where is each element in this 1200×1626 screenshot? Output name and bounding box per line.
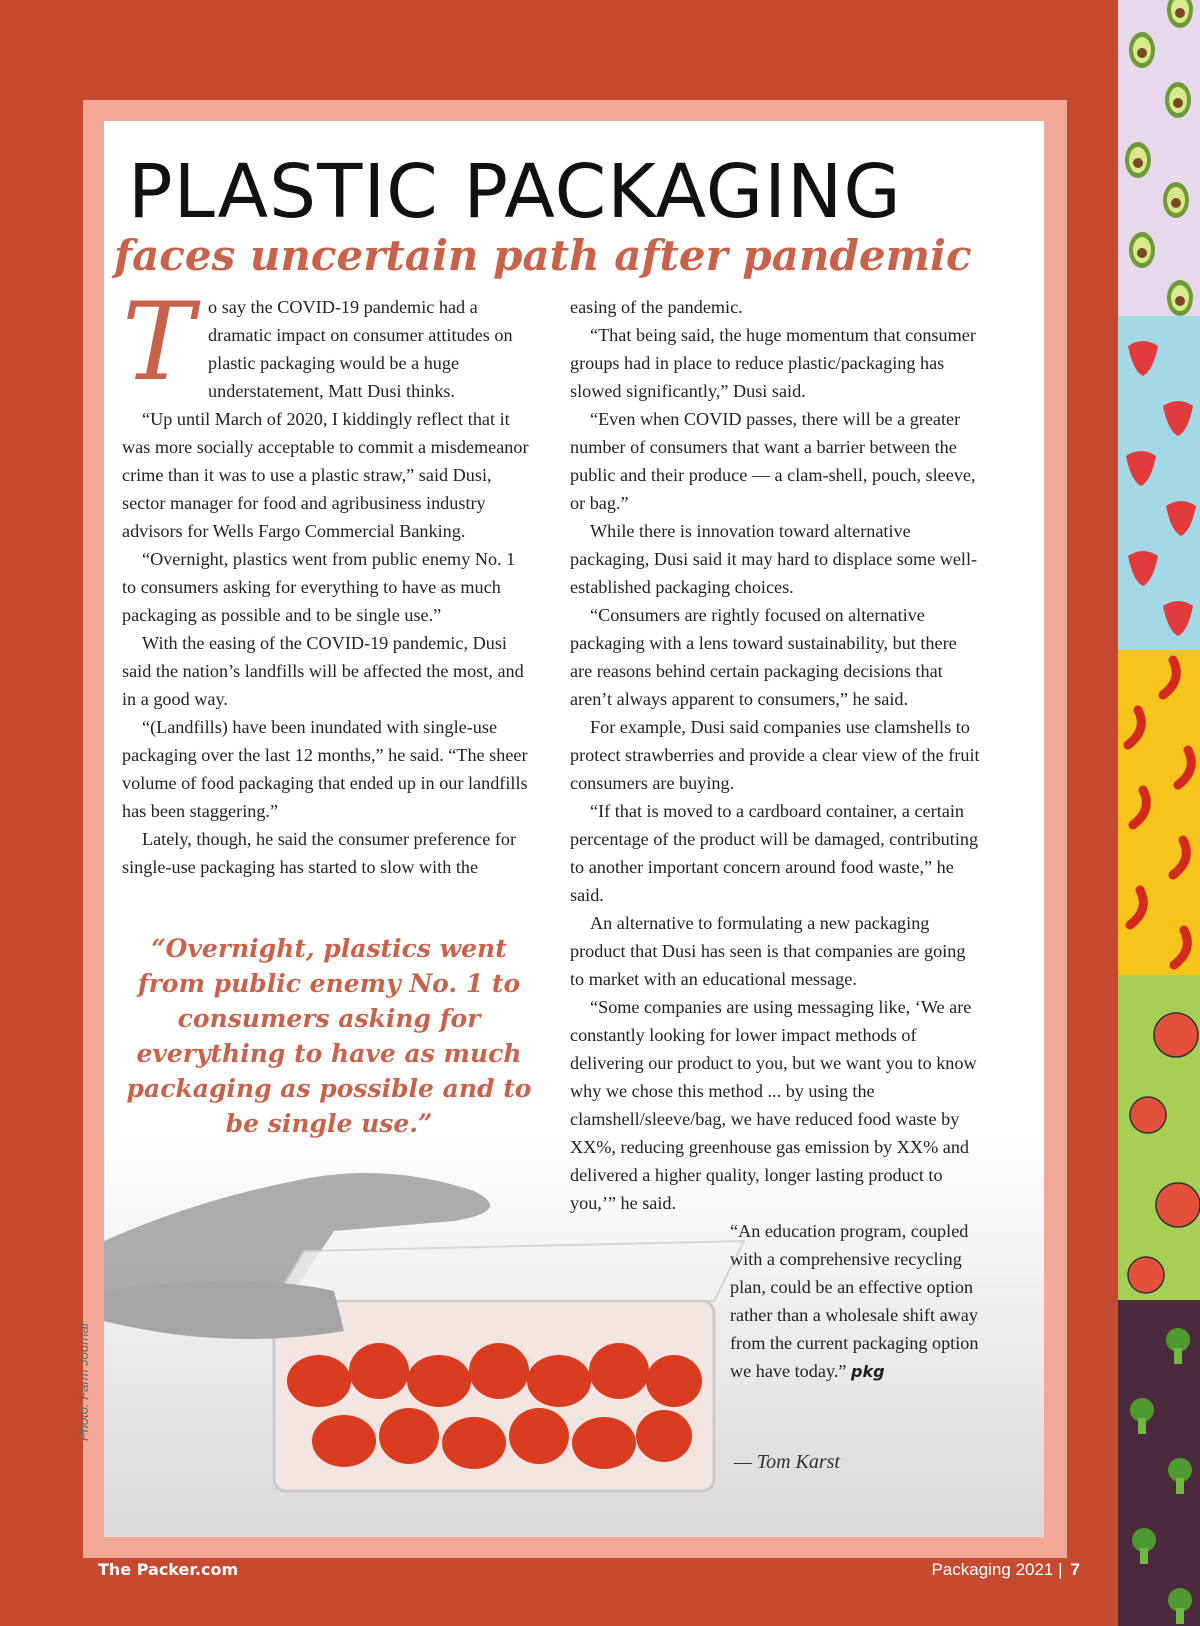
footer-brand: The Packer.com bbox=[98, 1560, 239, 1579]
paragraph bbox=[730, 1217, 980, 1386]
paragraph: Lately, though, he said the consumer preference for single-use packaging has started to slow with the bbox=[122, 829, 517, 877]
tomato-icon bbox=[1118, 975, 1200, 1300]
paragraph: “Overnight, plastics went from public enemy No. 1 to consumers asking for everything to have as much packaging as possible and to be single use.” bbox=[122, 549, 516, 625]
page-subtitle: faces uncertain path after pandemic bbox=[114, 231, 972, 280]
article-column-1 bbox=[122, 280, 532, 881]
paragraph: “Even when COVID passes, there will be a greater number of consumers that want a barrier between the public and their produce — a clam-shell, pouch, sleeve, or bag.” bbox=[570, 409, 976, 513]
broccoli-icon bbox=[1118, 1300, 1200, 1626]
end-mark: pkg bbox=[851, 1362, 885, 1381]
paragraph: With the easing of the COVID-19 pandemic, Dusi said the nation’s landfills will be affected the most, and in a good way. bbox=[122, 633, 524, 709]
page-number: 7 bbox=[1070, 1560, 1080, 1579]
page-title: PLASTIC PACKAGING bbox=[128, 149, 902, 235]
paragraph: easing of the pandemic. bbox=[570, 297, 743, 317]
footer-section bbox=[931, 1560, 1080, 1580]
paragraph: “(Landfills) have been inundated with single-use packaging over the last 12 months,” he said. “The sheer volume of food packaging that ended up in our landfills has been staggering.” bbox=[122, 717, 528, 821]
pattern-broccoli bbox=[1118, 1300, 1200, 1626]
chili-pepper-icon bbox=[1118, 650, 1200, 975]
pattern-tomato bbox=[1118, 975, 1200, 1300]
strawberry-icon bbox=[1118, 316, 1200, 650]
paragraph: “Some companies are using messaging like, ‘We are constantly looking for lower impact methods of delivering our product to you, but we want you to know why we chose this method ... by using the clamshell/sleeve/bag, we have reduced food waste by XX%, reducing greenhouse gas emission by XX% and delivered a higher quality, longer lasting product to you,’” he said. bbox=[570, 997, 977, 1213]
paragraph: o say the COVID-19 pandemic had a dramatic impact on consumer attitudes on plastic packaging would be a huge understatement, Matt Dusi thinks. bbox=[208, 297, 513, 401]
byline: — Tom Karst bbox=[734, 1451, 840, 1473]
pattern-avocado bbox=[1118, 0, 1200, 316]
article-column-2 bbox=[570, 293, 980, 1386]
pull-quote: “Overnight, plastics went from public enemy No. 1 to consumers asking for everything to have as much packaging as possible and to be single use.” bbox=[126, 934, 532, 1138]
drop-cap: T bbox=[122, 280, 195, 405]
article-card bbox=[76, 121, 1044, 1537]
paragraph: For example, Dusi said companies use clamshells to protect strawberries and provide a clear view of the fruit consumers are buying. bbox=[570, 717, 980, 793]
paragraph: “If that is moved to a cardboard container, a certain percentage of the product will be damaged, contributing to another important concern around food waste,” he said. bbox=[570, 801, 979, 905]
footer-section-label: Packaging 2021 | bbox=[931, 1560, 1063, 1579]
paragraph: While there is innovation toward alternative packaging, Dusi said it may hard to displace some well-established packaging choices. bbox=[570, 521, 978, 597]
photo-credit: Photo: Farm Journal bbox=[76, 1323, 91, 1441]
paragraph: “Consumers are rightly focused on alternative packaging with a lens toward sustainability, but there are reasons behind certain packaging decisions that aren’t always apparent to consumers,” he said. bbox=[570, 605, 957, 709]
paragraph: “That being said, the huge momentum that consumer groups had in place to reduce plastic/packaging has slowed significantly,” Dusi said. bbox=[570, 325, 976, 401]
pattern-strawberry bbox=[1118, 316, 1200, 650]
avocado-icon bbox=[1118, 0, 1200, 316]
paragraph: An alternative to formulating a new packaging product that Dusi has seen is that companies are going to market with an educational message. bbox=[570, 913, 966, 989]
pattern-chili bbox=[1118, 650, 1200, 975]
closing-quote: “An education program, coupled with a comprehensive recycling plan, could be an effective option rather than a wholesale shift away from the current packaging option we have today.” bbox=[730, 1221, 979, 1381]
paragraph: “Up until March of 2020, I kiddingly reflect that it was more socially acceptable to commit a misdemeanor crime than it was to use a plastic straw,” said Dusi, sector manager for food and agribusiness industry advisors for Wells Fargo Commercial Banking. bbox=[122, 409, 529, 541]
